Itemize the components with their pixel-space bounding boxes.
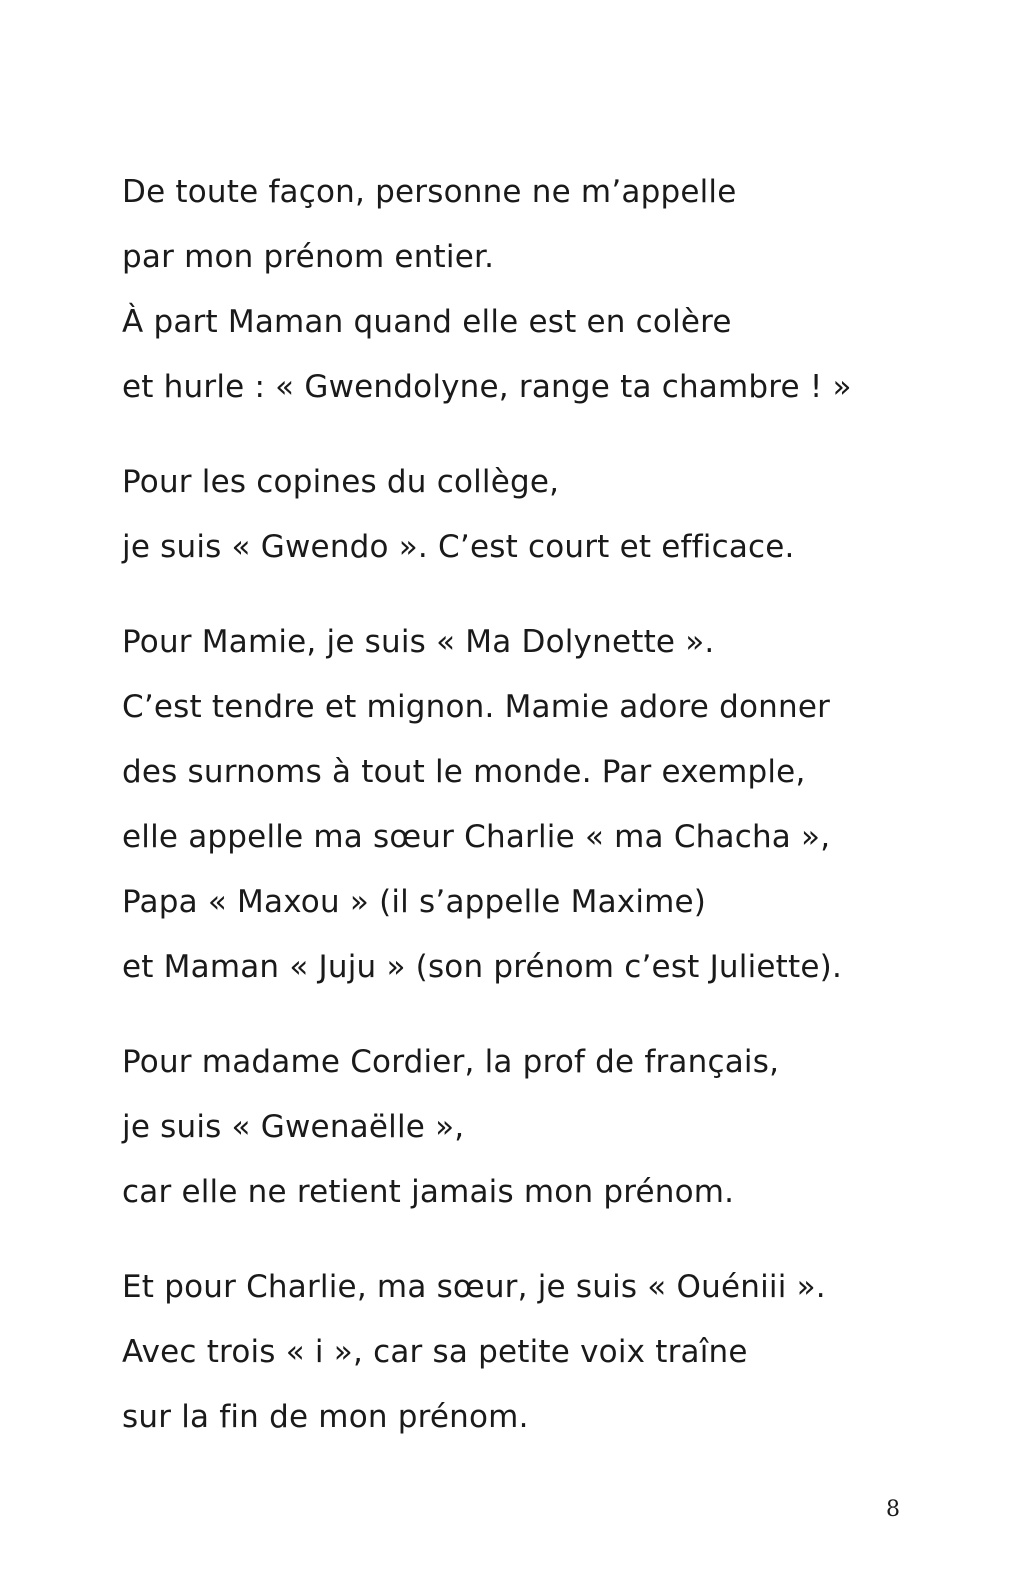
body-text — [122, 160, 982, 1480]
text-line: Pour les copines du collège, — [122, 464, 560, 500]
paragraph-2 — [122, 450, 982, 580]
paragraph-5 — [122, 1255, 982, 1450]
text-line: des surnoms à tout le monde. Par exemple, — [122, 754, 806, 790]
paragraph-1 — [122, 160, 982, 420]
text-line: et hurle : « Gwendolyne, range ta chambre ! » — [122, 369, 852, 405]
text-line: je suis « Gwenaëlle », — [122, 1109, 465, 1145]
text-line: Pour Mamie, je suis « Ma Dolynette ». — [122, 624, 715, 660]
text-line: Et pour Charlie, ma sœur, je suis « Ouéniii ». — [122, 1269, 826, 1305]
text-line: De toute façon, personne ne m’appelle — [122, 174, 737, 210]
text-line: Papa « Maxou » (il s’appelle Maxime) — [122, 884, 707, 920]
paragraph-4 — [122, 1030, 982, 1225]
text-line: C’est tendre et mignon. Mamie adore donner — [122, 689, 831, 725]
text-line: À part Maman quand elle est en colère — [122, 304, 732, 340]
text-line: Avec trois « i », car sa petite voix traîne — [122, 1334, 748, 1370]
text-line: et Maman « Juju » (son prénom c’est Juliette). — [122, 949, 843, 985]
text-line: Pour madame Cordier, la prof de français, — [122, 1044, 780, 1080]
text-line: par mon prénom entier. — [122, 239, 495, 275]
text-line: elle appelle ma sœur Charlie « ma Chacha », — [122, 819, 831, 855]
text-line: car elle ne retient jamais mon prénom. — [122, 1174, 735, 1210]
text-line: je suis « Gwendo ». C’est court et efficace. — [122, 529, 795, 565]
page-number: 8 — [886, 1497, 900, 1522]
text-line: sur la fin de mon prénom. — [122, 1399, 529, 1435]
paragraph-3 — [122, 610, 982, 1000]
